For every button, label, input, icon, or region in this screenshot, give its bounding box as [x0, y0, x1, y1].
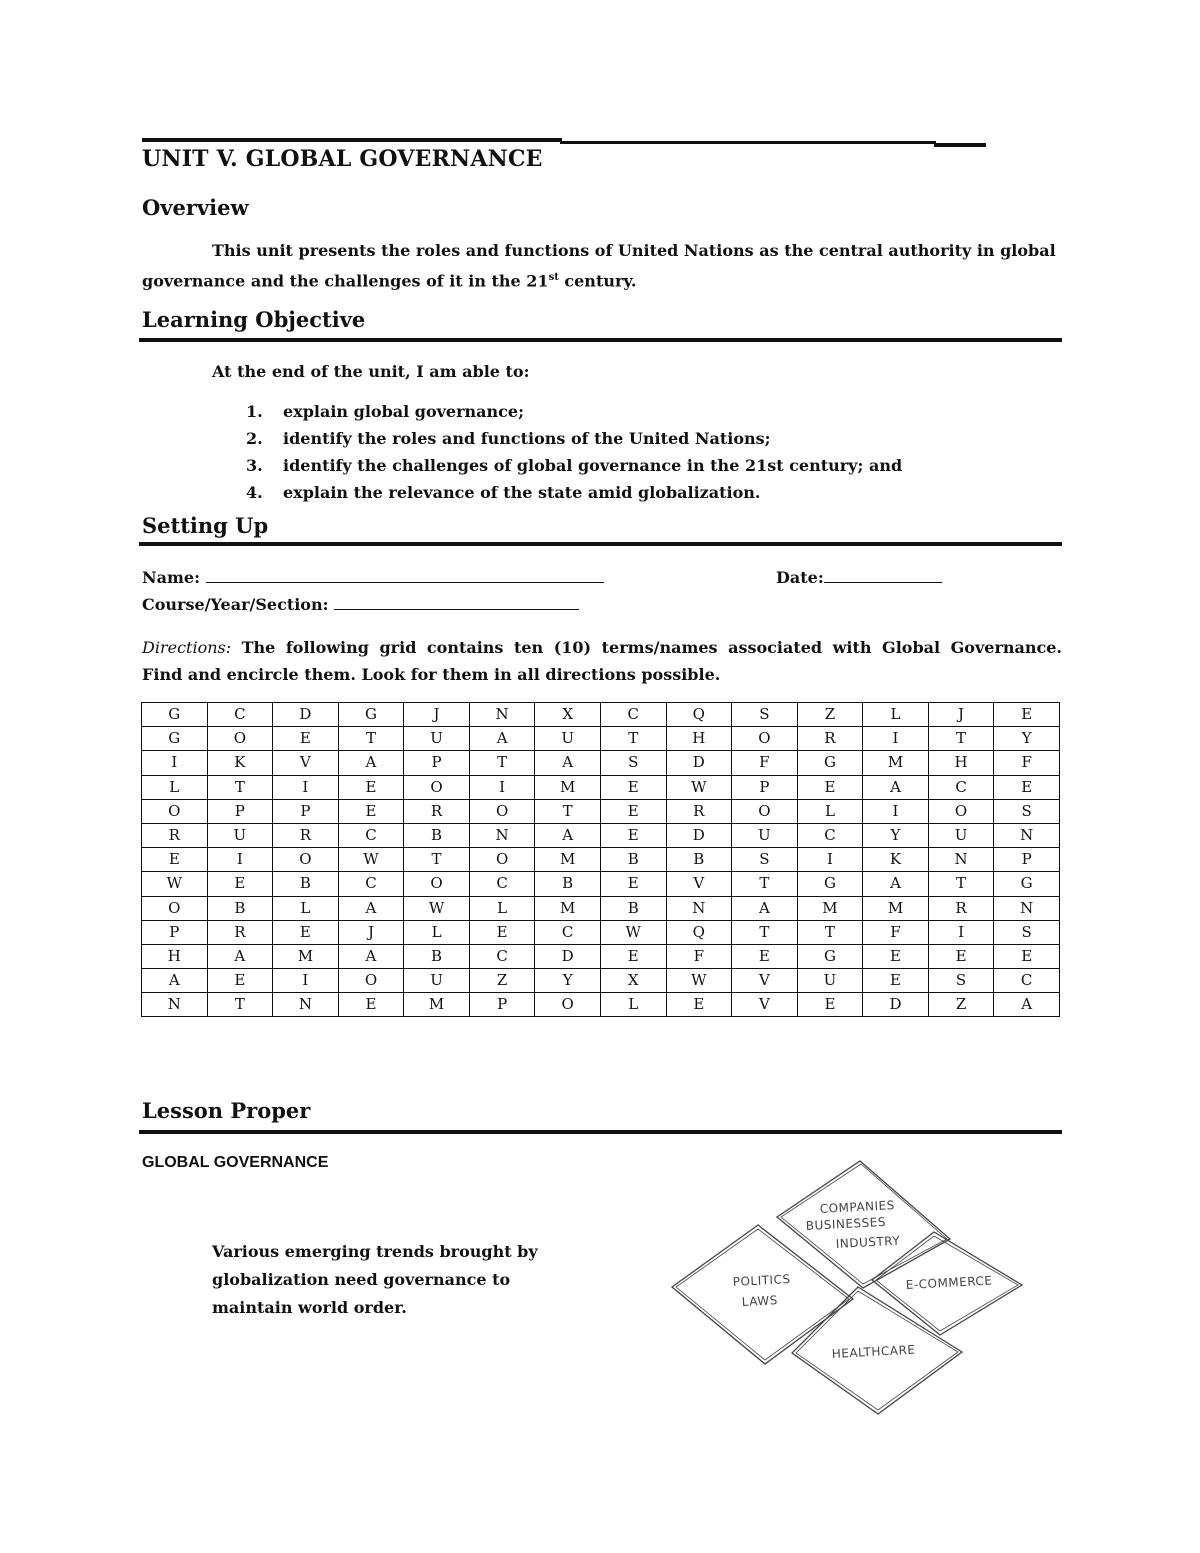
grid-cell[interactable]: N [994, 823, 1060, 847]
grid-cell[interactable]: A [469, 727, 535, 751]
diagram-top-2: BUSINESSES [805, 1214, 887, 1233]
grid-cell[interactable]: T [207, 775, 273, 799]
grid-cell[interactable]: G [338, 703, 404, 727]
grid-cell[interactable]: E [338, 993, 404, 1017]
grid-cell[interactable]: A [994, 993, 1060, 1017]
lesson-proper-heading: Lesson Proper [142, 1098, 311, 1123]
grid-cell[interactable]: E [666, 993, 732, 1017]
grid-cell[interactable]: I [273, 969, 339, 993]
objective-item [246, 401, 902, 428]
grid-cell[interactable]: E [273, 920, 339, 944]
grid-cell[interactable]: P [404, 751, 470, 775]
grid-cell[interactable]: E [600, 944, 666, 968]
directions-line-1 [142, 634, 1062, 661]
grid-cell[interactable]: E [797, 993, 863, 1017]
grid-cell[interactable]: D [273, 703, 339, 727]
grid-cell[interactable]: M [535, 848, 601, 872]
grid-cell[interactable]: R [666, 799, 732, 823]
directions [142, 634, 1062, 688]
grid-cell[interactable]: E [273, 727, 339, 751]
grid-cell[interactable]: N [469, 703, 535, 727]
grid-cell[interactable]: L [797, 799, 863, 823]
objective-text: explain global governance; [283, 402, 524, 421]
learning-objective-intro: At the end of the unit, I am able to: [212, 362, 530, 381]
overview-line-2-end: century. [558, 271, 637, 291]
lesson-proper-rule [139, 1130, 1062, 1134]
grid-row [142, 920, 1060, 944]
grid-cell[interactable]: T [535, 799, 601, 823]
grid-cell[interactable]: A [338, 751, 404, 775]
course-field[interactable] [142, 593, 579, 614]
grid-cell[interactable]: E [994, 703, 1060, 727]
grid-cell[interactable]: O [338, 969, 404, 993]
grid-cell[interactable]: J [928, 703, 994, 727]
grid-cell[interactable]: N [994, 896, 1060, 920]
top-rule-end [934, 143, 986, 147]
grid-cell[interactable]: E [863, 944, 929, 968]
grid-cell[interactable]: P [273, 799, 339, 823]
grid-cell[interactable]: E [600, 775, 666, 799]
grid-cell[interactable]: T [797, 920, 863, 944]
diagram-left-2: LAWS [741, 1293, 779, 1309]
grid-cell[interactable]: M [404, 993, 470, 1017]
grid-cell[interactable]: E [600, 823, 666, 847]
grid-cell[interactable]: T [338, 727, 404, 751]
grid-cell[interactable]: H [928, 751, 994, 775]
grid-row [142, 969, 1060, 993]
grid-row [142, 872, 1060, 896]
grid-cell[interactable]: G [797, 944, 863, 968]
diagram-left-1: POLITICS [732, 1271, 791, 1289]
grid-cell[interactable]: G [797, 751, 863, 775]
grid-cell[interactable]: J [404, 703, 470, 727]
grid-cell[interactable]: W [666, 969, 732, 993]
grid-cell[interactable]: L [404, 920, 470, 944]
diagram-bottom-1: HEALTHCARE [831, 1342, 916, 1361]
grid-cell[interactable]: Z [469, 969, 535, 993]
grid-cell[interactable]: E [469, 920, 535, 944]
directions-label: Directions: [142, 638, 232, 657]
grid-cell[interactable]: L [863, 703, 929, 727]
grid-cell[interactable]: E [338, 775, 404, 799]
grid-cell[interactable]: F [732, 751, 798, 775]
grid-cell[interactable]: P [994, 848, 1060, 872]
grid-row [142, 703, 1060, 727]
grid-cell[interactable]: G [797, 872, 863, 896]
grid-row [142, 944, 1060, 968]
grid-cell[interactable]: K [863, 848, 929, 872]
grid-cell[interactable]: S [994, 920, 1060, 944]
grid-cell[interactable]: U [207, 823, 273, 847]
grid-cell[interactable]: C [469, 872, 535, 896]
grid-cell[interactable]: M [797, 896, 863, 920]
grid-cell[interactable]: T [732, 872, 798, 896]
grid-cell[interactable]: A [338, 944, 404, 968]
grid-cell[interactable]: G [142, 727, 208, 751]
grid-cell[interactable]: E [142, 848, 208, 872]
grid-cell[interactable]: L [600, 993, 666, 1017]
grid-cell[interactable]: T [600, 727, 666, 751]
grid-cell[interactable]: V [732, 969, 798, 993]
grid-cell[interactable]: I [142, 751, 208, 775]
objective-item [246, 482, 902, 509]
grid-row [142, 799, 1060, 823]
grid-cell[interactable]: L [469, 896, 535, 920]
grid-cell[interactable]: D [666, 751, 732, 775]
overview-line-2-text: governance and the challenges of it in the 21 [142, 271, 549, 291]
overview-heading: Overview [142, 195, 249, 220]
grid-cell[interactable]: I [469, 775, 535, 799]
grid-cell[interactable]: O [142, 896, 208, 920]
grid-cell[interactable]: B [404, 944, 470, 968]
grid-cell[interactable]: M [863, 896, 929, 920]
grid-cell[interactable]: X [600, 969, 666, 993]
grid-cell[interactable]: A [732, 896, 798, 920]
grid-cell[interactable]: W [338, 848, 404, 872]
grid-cell[interactable]: V [732, 993, 798, 1017]
objective-num: 1. [246, 402, 263, 421]
grid-cell[interactable]: N [142, 993, 208, 1017]
grid-cell[interactable]: Z [797, 703, 863, 727]
grid-cell[interactable]: P [469, 993, 535, 1017]
grid-cell[interactable]: Y [863, 823, 929, 847]
diagram-top-3: INDUSTRY [835, 1233, 901, 1251]
directions-line-2: Find and encircle them. Look for them in all directions possible. [142, 665, 721, 684]
grid-cell[interactable]: F [666, 944, 732, 968]
grid-cell[interactable]: W [666, 775, 732, 799]
grid-cell[interactable]: S [928, 969, 994, 993]
word-search-grid [141, 702, 1060, 1017]
objective-text: identify the roles and functions of the United Nations; [283, 429, 771, 448]
grid-cell[interactable]: I [863, 799, 929, 823]
setting-up-rule [139, 542, 1062, 546]
overview-line-2 [142, 264, 1062, 294]
grid-row [142, 896, 1060, 920]
grid-cell[interactable]: K [207, 751, 273, 775]
grid-cell[interactable]: Q [666, 703, 732, 727]
grid-cell[interactable]: I [863, 727, 929, 751]
grid-cell[interactable]: B [600, 848, 666, 872]
grid-cell[interactable]: Q [666, 920, 732, 944]
grid-cell[interactable]: E [207, 872, 273, 896]
objective-list [246, 401, 902, 509]
grid-cell[interactable]: M [863, 751, 929, 775]
lesson-line-3: maintain world order. [212, 1298, 407, 1317]
grid-cell[interactable]: A [338, 896, 404, 920]
grid-cell[interactable]: A [142, 969, 208, 993]
grid-cell[interactable]: U [928, 823, 994, 847]
learning-objective-rule [139, 338, 1062, 342]
date-label: Date: [776, 568, 824, 587]
grid-cell[interactable]: V [273, 751, 339, 775]
grid-cell[interactable]: C [469, 944, 535, 968]
grid-cell[interactable]: L [273, 896, 339, 920]
grid-row [142, 993, 1060, 1017]
grid-cell[interactable]: O [142, 799, 208, 823]
date-field[interactable] [776, 566, 942, 587]
grid-cell[interactable]: A [863, 872, 929, 896]
grid-cell[interactable]: C [338, 823, 404, 847]
grid-cell[interactable]: O [273, 848, 339, 872]
grid-cell[interactable]: T [469, 751, 535, 775]
global-governance-subheading: GLOBAL GOVERNANCE [142, 1154, 329, 1171]
date-line[interactable] [824, 566, 942, 583]
overview-line-1: This unit presents the roles and functions of United Nations as the central authority in global [212, 241, 1056, 260]
grid-cell[interactable]: A [535, 823, 601, 847]
grid-cell[interactable]: O [928, 799, 994, 823]
governance-diagram [660, 1152, 1040, 1427]
grid-cell[interactable]: S [994, 799, 1060, 823]
grid-cell[interactable]: U [404, 727, 470, 751]
grid-cell[interactable]: B [535, 872, 601, 896]
grid-cell[interactable]: O [732, 799, 798, 823]
grid-cell[interactable]: A [535, 751, 601, 775]
objective-num: 3. [246, 456, 263, 475]
grid-cell[interactable]: Y [535, 969, 601, 993]
setting-up-heading: Setting Up [142, 513, 269, 538]
grid-cell[interactable]: W [600, 920, 666, 944]
grid-cell[interactable]: R [273, 823, 339, 847]
grid-cell[interactable]: N [273, 993, 339, 1017]
top-rule-long [560, 141, 936, 144]
grid-cell[interactable]: M [535, 896, 601, 920]
grid-cell[interactable]: O [469, 799, 535, 823]
unit-title: UNIT V. GLOBAL GOVERNANCE [142, 146, 543, 172]
grid-cell[interactable]: B [273, 872, 339, 896]
grid-cell[interactable]: E [994, 944, 1060, 968]
name-field[interactable] [142, 566, 604, 587]
grid-cell[interactable]: G [142, 703, 208, 727]
grid-cell[interactable]: E [863, 969, 929, 993]
grid-cell[interactable]: A [863, 775, 929, 799]
grid-cell[interactable]: J [338, 920, 404, 944]
grid-row [142, 727, 1060, 751]
grid-cell[interactable]: E [600, 872, 666, 896]
grid-cell[interactable]: G [994, 872, 1060, 896]
grid-cell[interactable]: R [404, 799, 470, 823]
lesson-line-1: Various emerging trends brought by [212, 1242, 538, 1261]
grid-cell[interactable]: O [535, 993, 601, 1017]
grid-cell[interactable]: C [535, 920, 601, 944]
grid-row [142, 751, 1060, 775]
course-line[interactable] [334, 593, 579, 610]
diagram-top-1: COMPANIES [819, 1198, 896, 1216]
grid-cell[interactable]: S [732, 703, 798, 727]
grid-cell[interactable]: E [338, 799, 404, 823]
grid-cell[interactable]: I [273, 775, 339, 799]
grid-cell[interactable]: T [732, 920, 798, 944]
grid-cell[interactable]: V [666, 872, 732, 896]
grid-cell[interactable]: I [797, 848, 863, 872]
grid-cell[interactable]: P [142, 920, 208, 944]
grid-cell[interactable]: Y [994, 727, 1060, 751]
grid-cell[interactable]: C [338, 872, 404, 896]
grid-cell[interactable]: T [928, 872, 994, 896]
grid-cell[interactable]: M [535, 775, 601, 799]
grid-cell[interactable]: E [797, 775, 863, 799]
grid-row [142, 775, 1060, 799]
grid-cell[interactable]: E [928, 944, 994, 968]
grid-cell[interactable]: E [732, 944, 798, 968]
top-rule [142, 138, 562, 142]
grid-row [142, 848, 1060, 872]
grid-cell[interactable]: D [535, 944, 601, 968]
grid-cell[interactable]: O [732, 727, 798, 751]
grid-cell[interactable]: A [207, 944, 273, 968]
objective-text: explain the relevance of the state amid globalization. [283, 483, 761, 502]
grid-cell[interactable]: N [469, 823, 535, 847]
learning-objective-heading: Learning Objective [142, 307, 366, 332]
grid-cell[interactable]: H [142, 944, 208, 968]
grid-row [142, 823, 1060, 847]
grid-cell[interactable]: O [404, 872, 470, 896]
grid-cell[interactable]: Z [928, 993, 994, 1017]
grid-cell[interactable]: D [666, 823, 732, 847]
grid-cell[interactable]: B [207, 896, 273, 920]
grid-cell[interactable]: F [994, 751, 1060, 775]
objective-item [246, 428, 902, 455]
grid-cell[interactable]: N [928, 848, 994, 872]
grid-cell[interactable]: C [600, 703, 666, 727]
objective-text: identify the challenges of global governance in the 21st century; and [283, 456, 903, 475]
grid-cell[interactable]: U [535, 727, 601, 751]
grid-cell[interactable]: R [142, 823, 208, 847]
grid-cell[interactable]: I [207, 848, 273, 872]
directions-text-1: The following grid contains ten (10) terms/names associated with Global Governance. [231, 638, 1062, 657]
course-label: Course/Year/Section: [142, 595, 329, 614]
grid-cell[interactable]: M [273, 944, 339, 968]
grid-cell[interactable]: U [404, 969, 470, 993]
diagram-right-1: E-COMMERCE [905, 1273, 993, 1292]
objective-num: 2. [246, 429, 263, 448]
grid-cell[interactable]: U [732, 823, 798, 847]
overview-sup: st [548, 272, 559, 283]
grid-cell[interactable]: C [207, 703, 273, 727]
grid-cell[interactable]: C [797, 823, 863, 847]
grid-cell[interactable]: I [928, 920, 994, 944]
grid-cell[interactable]: L [142, 775, 208, 799]
grid-cell[interactable]: D [863, 993, 929, 1017]
grid-cell[interactable]: N [666, 896, 732, 920]
grid-cell[interactable]: S [600, 751, 666, 775]
grid-cell[interactable]: S [732, 848, 798, 872]
grid-cell[interactable]: E [207, 969, 273, 993]
grid-cell[interactable]: F [863, 920, 929, 944]
grid-cell[interactable]: O [469, 848, 535, 872]
grid-cell[interactable]: W [404, 896, 470, 920]
name-line[interactable] [206, 566, 604, 583]
grid-cell[interactable]: U [797, 969, 863, 993]
grid-cell[interactable]: O [207, 727, 273, 751]
lesson-line-2: globalization need governance to [212, 1270, 511, 1289]
grid-cell[interactable]: W [142, 872, 208, 896]
grid-cell[interactable]: O [404, 775, 470, 799]
grid-cell[interactable]: E [994, 775, 1060, 799]
grid-cell[interactable]: R [797, 727, 863, 751]
grid-cell[interactable]: R [928, 896, 994, 920]
grid-cell[interactable]: H [666, 727, 732, 751]
overview-paragraph [142, 237, 1062, 294]
grid-cell[interactable]: E [600, 799, 666, 823]
grid-cell[interactable]: T [207, 993, 273, 1017]
grid-cell[interactable]: P [732, 775, 798, 799]
grid-cell[interactable]: T [928, 727, 994, 751]
grid-cell[interactable]: T [404, 848, 470, 872]
grid-cell[interactable]: B [666, 848, 732, 872]
grid-cell[interactable]: B [600, 896, 666, 920]
objective-item [246, 455, 902, 482]
grid-cell[interactable]: P [207, 799, 273, 823]
name-label: Name: [142, 568, 201, 587]
grid-cell[interactable]: X [535, 703, 601, 727]
lesson-paragraph [212, 1238, 538, 1322]
grid-cell[interactable]: B [404, 823, 470, 847]
objective-num: 4. [246, 483, 263, 502]
grid-cell[interactable]: R [207, 920, 273, 944]
grid-cell[interactable]: C [994, 969, 1060, 993]
grid-cell[interactable]: C [928, 775, 994, 799]
